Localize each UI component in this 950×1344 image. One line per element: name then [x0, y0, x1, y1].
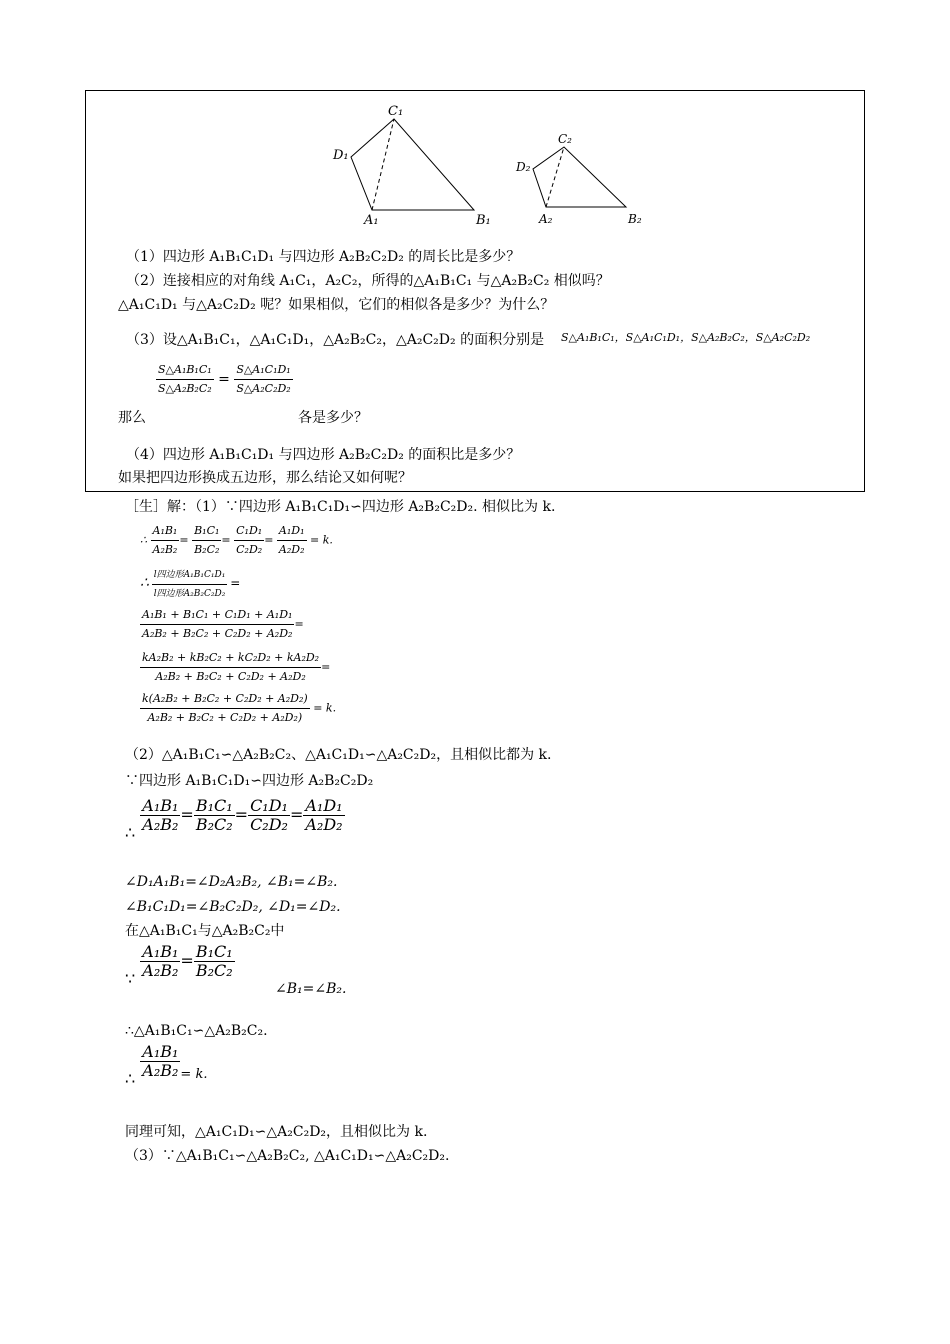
area-ratio-1-den: S△A₂B₂C₂ — [158, 382, 212, 395]
tri-ratio1-num: A₁B₁ — [142, 942, 179, 961]
side-ratio-line: ∴ $\frac{\text{A₁B₁}}{\text{A₂B₂}}$ = $\frac{\text{B₁C₁}}{\text{B₂C₂}}$ = $\frac{\text{C₁D₁}}{\text{C₂D₂}}$ = $\frac{\text{A₁D₁}}{\text{A₂D₂}}$ = k. — [140, 522, 333, 559]
perimeter-num: l四边形A₁B₁C₁D₁ — [152, 566, 228, 585]
diagonal-2 — [546, 147, 564, 207]
sum2-num: kA₂B₂ + kB₂C₂ + kC₂D₂ + kA₂D₂ — [140, 649, 321, 668]
because-sign: ∵ — [125, 969, 136, 988]
question-5: 如果把四边形换成五边形，那么结论又如何呢？ — [118, 470, 412, 486]
big-ratio2-den: B₂C₂ — [195, 815, 233, 834]
sum1-den: A₂B₂ + B₂C₂ + C₂D₂ + A₂D₂ — [142, 627, 293, 640]
similarly: 同理可知，△A₁C₁D₁∽△A₂C₂D₂，且相似比为 k. — [125, 1124, 428, 1140]
in-triangles: 在△A₁B₁C₁与△A₂B₂C₂中 — [125, 923, 285, 939]
tri-ratio: ∵ $\frac{\text{A₁B₁}}{\text{A₂B₂}}$ = $\frac{\text{B₁C₁}}{\text{B₂C₂}}$ — [125, 942, 233, 988]
ratio2-den: B₂C₂ — [194, 543, 220, 556]
sum2-den: A₂B₂ + B₂C₂ + C₂D₂ + A₂D₂ — [155, 670, 306, 683]
similar-triangles: ∴△A₁B₁C₁∽△A₂B₂C₂. — [125, 1023, 268, 1039]
big-ratio3-num: C₁D₁ — [250, 796, 288, 815]
area-ratio-formula: $\frac{\text{S△A₁B₁C₁}}{\text{S△A₂B₂C₂}}$ = $\frac{\text{S△A₁C₁D₁}}{\text{S△A₂C₂D₂}}$ — [156, 361, 293, 398]
equals-k-3: = k. — [180, 1067, 208, 1082]
label-C1: C₁ — [388, 104, 404, 119]
solution-2: （2）△A₁B₁C₁∽△A₂B₂C₂、△A₁C₁D₁∽△A₂C₂D₂，且相似比都为 k. — [125, 747, 552, 763]
therefore-2: ∴ — [140, 575, 149, 591]
ratio3-den: C₂D₂ — [236, 543, 263, 556]
ratio4-den: A₂D₂ — [278, 543, 305, 556]
ratio1-num: A₁B₁ — [151, 522, 180, 541]
area-ratio-1-num: S△A₁B₁C₁ — [156, 361, 214, 380]
big-ratio1-num: A₁B₁ — [142, 796, 179, 815]
tri-ratio2-den: B₂C₂ — [195, 961, 233, 980]
label-D1: D₁ — [333, 148, 349, 163]
tri-ratio1-den: A₂B₂ — [142, 961, 179, 980]
ratio-k-num: A₁B₁ — [142, 1042, 179, 1061]
ratio2-num: B₁C₁ — [192, 522, 221, 541]
solution-1: ［生］解：（1）∵四边形 A₁B₁C₁D₁∽四边形 A₂B₂C₂D₂. 相似比为 k. — [125, 499, 556, 515]
sum-ratio-3 — [140, 690, 336, 727]
label-A1: A₁ — [364, 213, 379, 226]
big-ratio3-den: C₂D₂ — [250, 815, 288, 834]
question-2a: （2）连接相应的对角线 A₁C₁，A₂C₂，所得的△A₁B₁C₁ 与△A₂B₂C₂ 相似吗？ — [126, 273, 610, 289]
label-A2: A₂ — [539, 212, 553, 226]
sum3-den: A₂B₂ + B₂C₂ + C₂D₂ + A₂D₂) — [147, 711, 303, 724]
side-ratio-big: ∴ $\frac{\text{A₁B₁}}{\text{A₂B₂}}$ = $\frac{\text{B₁C₁}}{\text{B₂C₂}}$ = $\frac{\text{C₁D₁}}{\text{C₂D₂}}$ = $\frac{\text{A₁D₁}}{\text{A₂D₂}}$ — [125, 796, 343, 842]
label-D2: D₂ — [516, 160, 531, 174]
big-ratio2-num: B₁C₁ — [195, 796, 233, 815]
ratio-k-den: A₂B₂ — [142, 1061, 179, 1080]
therefore-4: ∴ — [125, 1069, 136, 1088]
big-ratio4-den: A₂D₂ — [305, 815, 343, 834]
big-ratio1-den: A₂B₂ — [142, 815, 179, 834]
therefore-1: ∴ — [140, 533, 147, 547]
label-B1: B₁ — [476, 213, 491, 226]
sum3-num: k(A₂B₂ + B₂C₂ + C₂D₂ + A₂D₂) — [140, 690, 310, 709]
angle-B-equal: ∠B₁=∠B₂. — [275, 981, 347, 997]
question-3b-prefix: 那么 — [118, 410, 146, 426]
label-C2: C₂ — [558, 132, 572, 146]
area-ratio-2-den: S△A₂C₂D₂ — [236, 382, 291, 395]
ratio1-den: A₂B₂ — [152, 543, 178, 556]
sum-ratio-2: $\frac{\text{kA₂B₂ + kB₂C₂ + kC₂D₂ + kA₂D₂}}{\text{A₂B₂ + B₂C₂ + C₂D₂ + A₂D₂}}$ = — [140, 649, 330, 686]
question-3b-suffix: 各是多少？ — [298, 410, 368, 426]
perimeter-ratio: ∴ $\frac{\text{l四边形A₁B₁C₁D₁}}{\text{l四边形A₂B₂C₂D₂}}$ = — [140, 566, 240, 603]
area-ratio-2 — [234, 361, 292, 398]
therefore-3: ∴ — [125, 823, 136, 842]
quad-1 — [351, 119, 474, 210]
ratio3-num: C₁D₁ — [234, 522, 264, 541]
ratio-k — [125, 1042, 208, 1088]
equals-k-1: = k. — [310, 533, 333, 547]
question-1: （1）四边形 A₁B₁C₁D₁ 与四边形 A₂B₂C₂D₂ 的周长比是多少？ — [126, 249, 521, 265]
question-3a: （3）设△A₁B₁C₁，△A₁C₁D₁，△A₂B₂C₂，△A₂C₂D₂ 的面积分别是 — [126, 332, 545, 348]
area-symbols: S△A₁B₁C₁，S△A₁C₁D₁，S△A₂B₂C₂，S△A₂C₂D₂ — [561, 331, 811, 344]
angle-equal-2: ∠B₁C₁D₁=∠B₂C₂D₂, ∠D₁=∠D₂. — [125, 899, 341, 915]
sum-ratio-1: $\frac{\text{A₁B₁ + B₁C₁ + C₁D₁ + A₁D₁}}{\text{A₂B₂ + B₂C₂ + C₂D₂ + A₂D₂}}$ = — [140, 606, 304, 643]
question-2b: △A₁C₁D₁ 与△A₂C₂D₂ 呢？如果相似，它们的相似各是多少？为什么？ — [118, 297, 555, 313]
label-B2: B₂ — [628, 212, 642, 226]
perimeter-den: l四边形A₂B₂C₂D₂ — [153, 589, 226, 599]
ratio4-num: A₁D₁ — [277, 522, 307, 541]
diagonal-1 — [372, 119, 394, 210]
area-ratio-1 — [156, 361, 214, 398]
question-box — [85, 90, 865, 492]
tri-ratio2-num: B₁C₁ — [195, 942, 233, 961]
area-ratio-2-num: S△A₁C₁D₁ — [234, 361, 292, 380]
question-4: （4）四边形 A₁B₁C₁D₁ 与四边形 A₂B₂C₂D₂ 的面积比是多少？ — [126, 447, 521, 463]
equals-k-2: = k. — [313, 701, 337, 715]
solution-2b: ∵四边形 A₁B₁C₁D₁∽四边形 A₂B₂C₂D₂ — [125, 773, 374, 789]
big-ratio4-num: A₁D₁ — [305, 796, 343, 815]
solution-3: （3）∵△A₁B₁C₁∽△A₂B₂C₂, △A₁C₁D₁∽△A₂C₂D₂. — [125, 1148, 450, 1164]
sum1-num: A₁B₁ + B₁C₁ + C₁D₁ + A₁D₁ — [140, 606, 294, 625]
quadrilateral-diagram — [326, 101, 656, 226]
angle-equal-1: ∠D₁A₁B₁=∠D₂A₂B₂, ∠B₁=∠B₂. — [125, 874, 338, 890]
quad-2 — [533, 147, 626, 207]
